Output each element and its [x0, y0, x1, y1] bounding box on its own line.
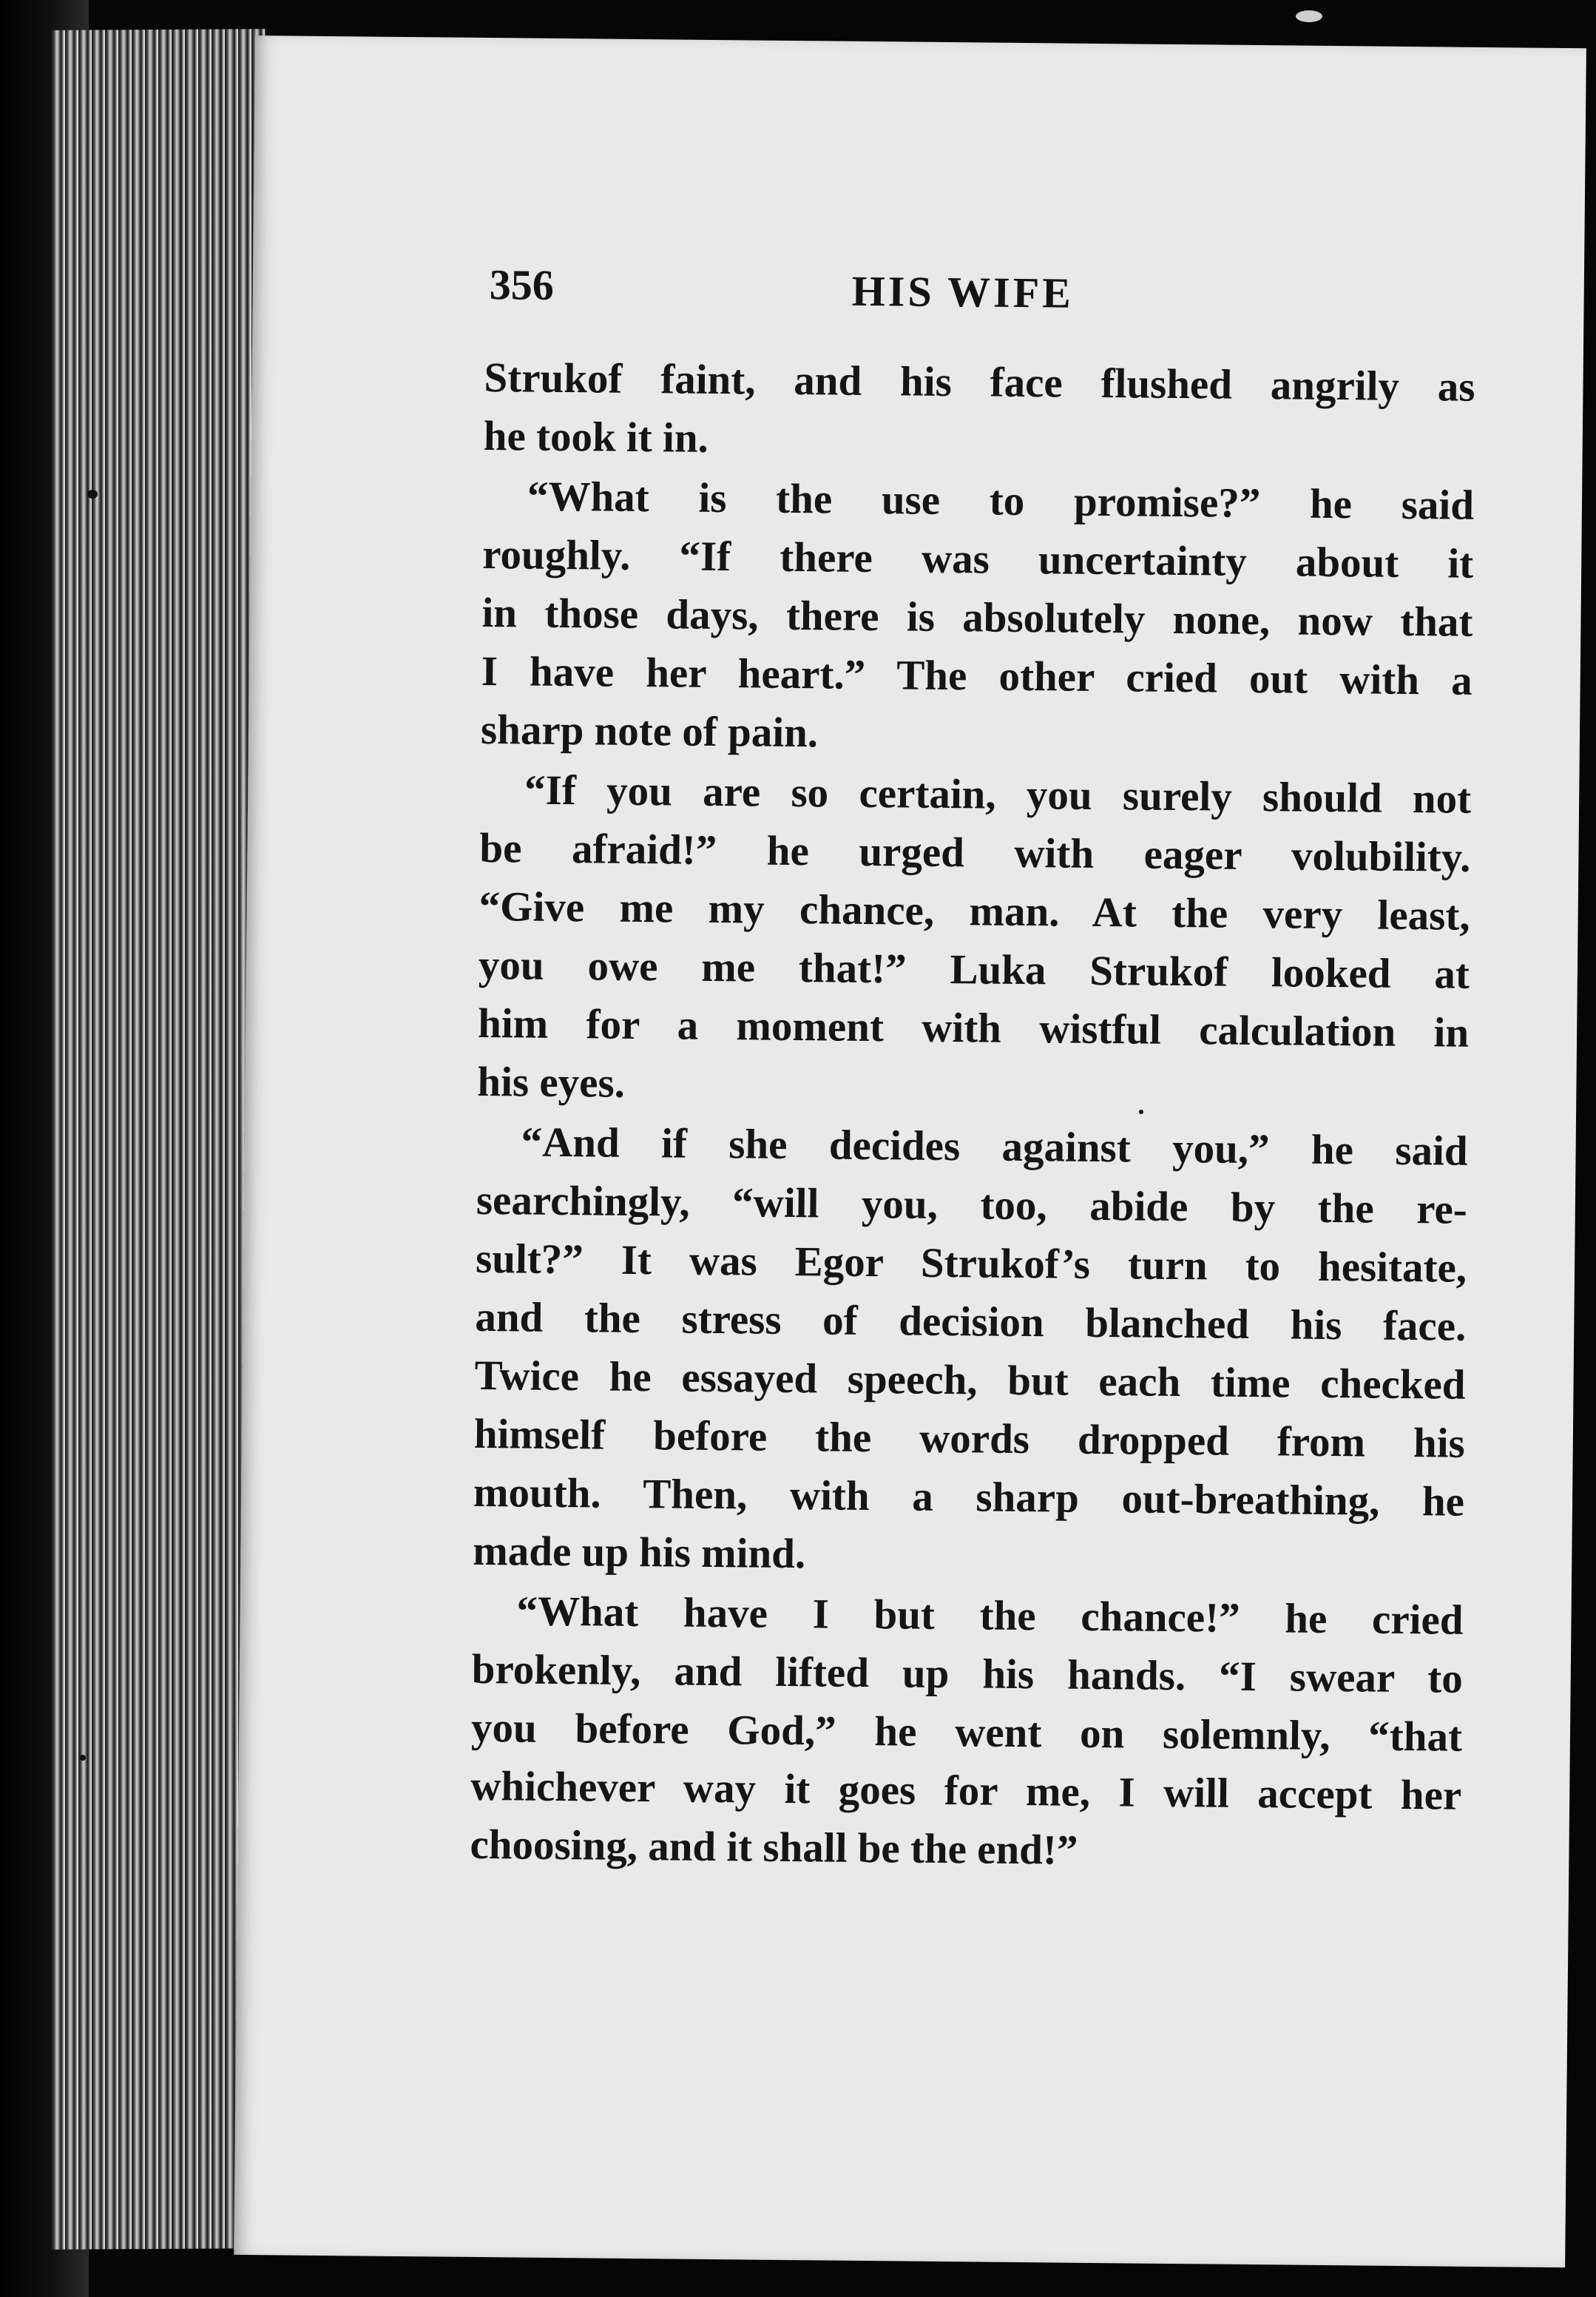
scan-speck — [1139, 1110, 1143, 1114]
page-sheet — [234, 36, 1586, 2267]
text-line: roughly. “If there was uncertainty about it — [481, 530, 1474, 587]
text-line: brokenly, and lifted up his hands. “I swear to — [471, 1645, 1464, 1702]
text-line: himself before the words dropped from his — [473, 1410, 1466, 1467]
text-line: you before God,” he went on solemnly, “that — [470, 1704, 1463, 1761]
scan-mark — [1296, 10, 1322, 22]
text-line: sharp note of pain. — [480, 706, 819, 757]
scan-speck — [87, 490, 98, 499]
body-text — [470, 348, 1475, 1885]
paragraph — [483, 348, 1475, 475]
text-line: “What have I but the chance!” he cried — [516, 1588, 1464, 1644]
paragraph — [470, 1582, 1464, 1883]
text-line: “Give me my chance, man. At the very least, — [479, 883, 1470, 940]
paragraph — [481, 467, 1475, 769]
running-title: HIS WIFE — [851, 266, 1075, 317]
text-line: searchingly, “will you, too, abide by the re- — [476, 1176, 1468, 1233]
text-line: his eyes. — [477, 1058, 626, 1107]
page-edges — [52, 29, 266, 2250]
scan-speck — [80, 1755, 86, 1761]
text-line: be afraid!” he urged with eager volubility. — [479, 824, 1471, 881]
text-line: he took it in. — [483, 412, 709, 462]
paragraph — [477, 760, 1471, 1121]
text-line: “What is the use to promise?” he said — [527, 473, 1475, 529]
text-line: sult?” It was Egor Strukof’s turn to hesitate, — [475, 1235, 1467, 1292]
text-line: Twice he essayed speech, but each time checked — [474, 1352, 1466, 1409]
text-line: mouth. Then, with a sharp out-breathing, he — [473, 1468, 1465, 1525]
text-line: in those days, there is absolutely none, now that — [481, 589, 1473, 646]
text-line: “And if she decides against you,” he said — [521, 1119, 1468, 1175]
text-line: choosing, and it shall be the end!” — [470, 1821, 1078, 1874]
paragraph — [473, 1113, 1468, 1590]
text-line: whichever way it goes for me, I will accept her — [470, 1762, 1462, 1819]
text-line: made up his mind. — [473, 1527, 806, 1578]
text-line: Strukof faint, and his face flushed angrily as — [484, 354, 1475, 411]
text-line: and the stress of decision blanched his face. — [475, 1293, 1467, 1350]
text-line: “If you are so certain, you surely should not — [524, 766, 1472, 823]
text-line: you owe me that!” Luka Strukof looked at — [478, 941, 1470, 998]
page-number: 356 — [489, 260, 555, 309]
text-line: I have her heart.” The other cried out with a — [481, 647, 1473, 704]
text-line: him for a moment with wistful calculation in — [477, 999, 1470, 1056]
running-head — [489, 260, 1481, 336]
